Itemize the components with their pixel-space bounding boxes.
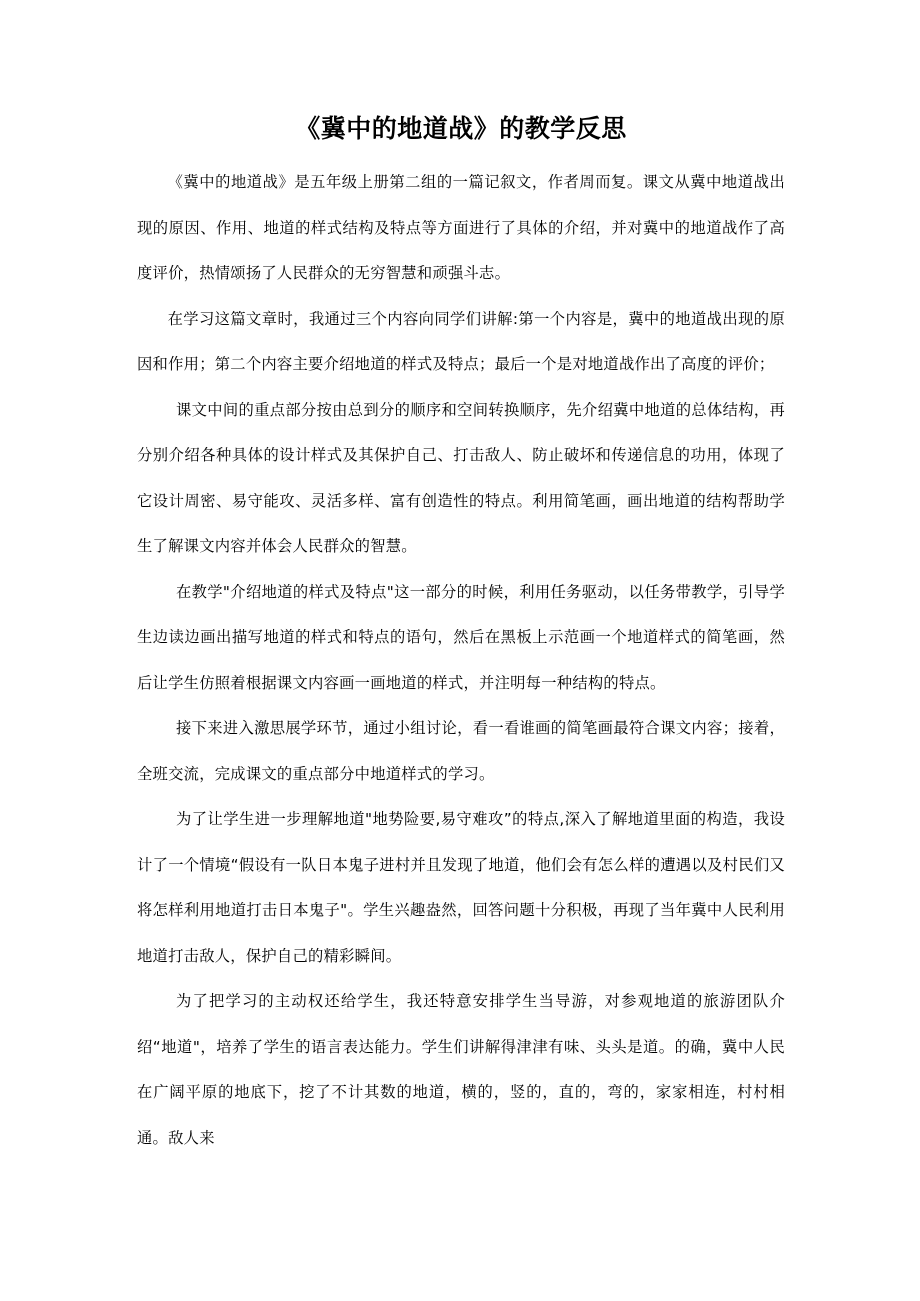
paragraph-2: 在学习这篇文章时，我通过三个内容向同学们讲解:第一个内容是，冀中的地道战出现的原因和作用；第二个内容主要介绍地道的样式及特点；最后一个是对地道战作出了高度的评价； bbox=[137, 309, 785, 373]
paragraph-7: 为了把学习的主动权还给学生，我还特意安排学生当导游，对参观地道的旅游团队介绍“地道"，培养了学生的语言表达能力。学生们讲解得津津有味、头头是道。的确，冀中人民在广阔平原的地底下，挖了不计其数的地道，横的，竖的，直的，弯的，家家相连，村村相通。敌人来 bbox=[137, 992, 785, 1147]
paragraph-4: 在教学"介绍地道的样式及特点"这一部分的时候，利用任务驱动，以任务带教学，引导学生边读边画出描写地道的样式和特点的语句，然后在黑板上示范画一个地道样式的简笔画，然后让学生仿照着根据课文内容画一画地道的样式，并注明每一种结构的特点。 bbox=[137, 582, 785, 692]
paragraph-3: 课文中间的重点部分按由总到分的顺序和空间转换顺序，先介绍冀中地道的总体结构，再分别介绍各种具体的设计样式及其保护自己、打击敌人、防止破坏和传递信息的功用，体现了它设计周密、易守能攻、灵活多样、富有创造性的特点。利用简笔画，画出地道的结构帮助学生了解课文内容并体会人民群众的智慧。 bbox=[137, 400, 785, 555]
paragraph-1: 《冀中的地道战》是五年级上册第二组的一篇记叙文，作者周而复。课文从冀中地道战出现的原因、作用、地道的样式结构及特点等方面进行了具体的介绍，并对冀中的地道战作了高度评价，热情颂扬了人民群众的无穷智慧和顽强斗志。 bbox=[137, 173, 785, 282]
page-title: 《冀中的地道战》的教学反思 bbox=[295, 114, 627, 143]
document-body bbox=[137, 160, 785, 1161]
paragraph-5: 接下来进入激思展学环节，通过小组讨论，看一看谁画的简笔画最符合课文内容；接着，全班交流，完成课文的重点部分中地道样式的学习。 bbox=[137, 719, 785, 783]
paragraph-6: 为了让学生进一步理解地道"地势险要,易守难攻”的特点,深入了解地道里面的构造，我设计了一个情境“假设有一队日本鬼子进村并且发现了地道，他们会有怎么样的遭遇以及村民们又将怎样利用地道打击日本鬼子"。学生兴趣盎然，回答问题十分积极，再现了当年冀中人民利用地道打击敌人，保护自己的精彩瞬间。 bbox=[137, 810, 785, 965]
